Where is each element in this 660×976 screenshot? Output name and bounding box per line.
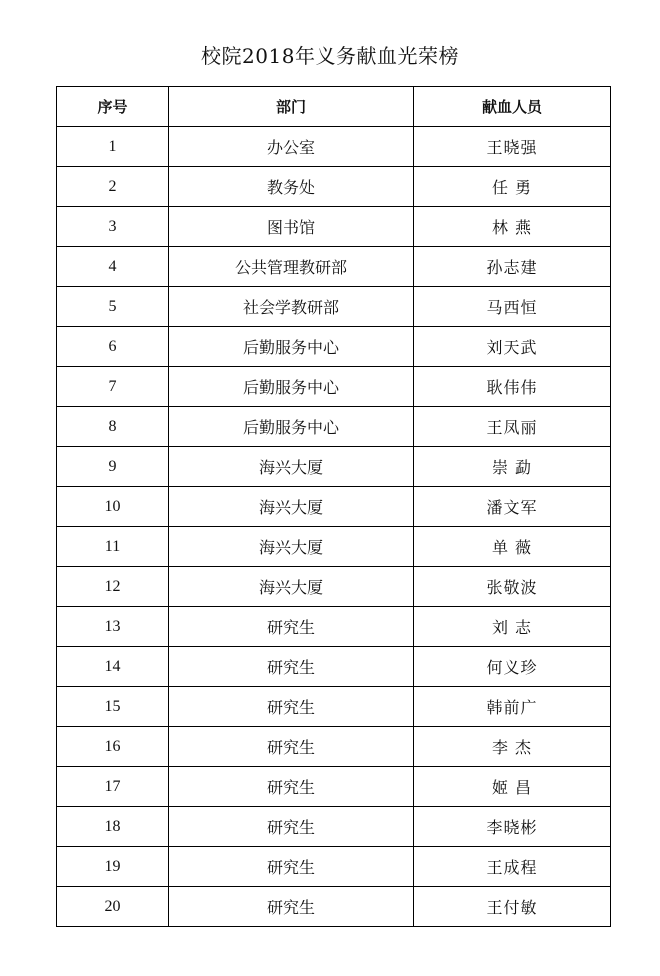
page-title: 校院2018年义务献血光荣榜 [201,44,459,68]
table-row [57,167,611,207]
cell-department: 后勤服务中心 [169,327,414,367]
cell-donor: 姬 昌 [414,767,611,807]
cell-department: 海兴大厦 [169,567,414,607]
cell-index: 8 [57,407,169,447]
cell-donor: 李晓彬 [414,807,611,847]
table-body [57,127,611,927]
table-row [57,847,611,887]
cell-donor: 王晓强 [414,127,611,167]
cell-index: 18 [57,807,169,847]
cell-donor: 刘 志 [414,607,611,647]
table-row [57,367,611,407]
table-row [57,247,611,287]
cell-department: 研究生 [169,767,414,807]
column-header-department: 部门 [169,87,414,127]
cell-index: 2 [57,167,169,207]
table-row [57,727,611,767]
table-row [57,607,611,647]
cell-index: 5 [57,287,169,327]
cell-department: 公共管理教研部 [169,247,414,287]
cell-index: 19 [57,847,169,887]
cell-donor: 张敬波 [414,567,611,607]
table-row [57,327,611,367]
cell-department: 海兴大厦 [169,527,414,567]
table-row [57,207,611,247]
cell-department: 海兴大厦 [169,487,414,527]
cell-department: 研究生 [169,607,414,647]
table-row [57,647,611,687]
table-row [57,687,611,727]
cell-donor: 耿伟伟 [414,367,611,407]
cell-department: 社会学教研部 [169,287,414,327]
table-header-row [57,87,611,127]
table-row [57,567,611,607]
cell-donor: 王成程 [414,847,611,887]
table-row [57,447,611,487]
table-row [57,407,611,447]
table-row [57,287,611,327]
cell-index: 4 [57,247,169,287]
column-header-index: 序号 [57,87,169,127]
cell-department: 研究生 [169,727,414,767]
cell-department: 海兴大厦 [169,447,414,487]
cell-index: 20 [57,887,169,927]
cell-department: 研究生 [169,887,414,927]
cell-index: 14 [57,647,169,687]
cell-index: 6 [57,327,169,367]
cell-department: 办公室 [169,127,414,167]
column-header-donor: 献血人员 [414,87,611,127]
cell-donor: 李 杰 [414,727,611,767]
donor-honor-table [56,86,611,927]
cell-index: 17 [57,767,169,807]
table-row [57,887,611,927]
cell-index: 15 [57,687,169,727]
cell-donor: 潘文军 [414,487,611,527]
cell-index: 12 [57,567,169,607]
table-row [57,767,611,807]
cell-donor: 韩前广 [414,687,611,727]
cell-department: 教务处 [169,167,414,207]
cell-donor: 任 勇 [414,167,611,207]
cell-index: 16 [57,727,169,767]
table-row [57,807,611,847]
cell-department: 后勤服务中心 [169,367,414,407]
cell-donor: 单 薇 [414,527,611,567]
cell-index: 11 [57,527,169,567]
cell-index: 3 [57,207,169,247]
cell-index: 13 [57,607,169,647]
cell-donor: 何义珍 [414,647,611,687]
cell-donor: 马西恒 [414,287,611,327]
table-row [57,487,611,527]
cell-donor: 林 燕 [414,207,611,247]
cell-donor: 刘天武 [414,327,611,367]
table-row [57,127,611,167]
cell-index: 9 [57,447,169,487]
cell-donor: 孙志建 [414,247,611,287]
cell-department: 后勤服务中心 [169,407,414,447]
cell-donor: 王付敏 [414,887,611,927]
cell-department: 研究生 [169,687,414,727]
cell-donor: 崇 勐 [414,447,611,487]
cell-department: 图书馆 [169,207,414,247]
cell-department: 研究生 [169,847,414,887]
cell-index: 1 [57,127,169,167]
cell-index: 7 [57,367,169,407]
cell-department: 研究生 [169,647,414,687]
cell-department: 研究生 [169,807,414,847]
cell-donor: 王凤丽 [414,407,611,447]
cell-index: 10 [57,487,169,527]
table-row [57,527,611,567]
